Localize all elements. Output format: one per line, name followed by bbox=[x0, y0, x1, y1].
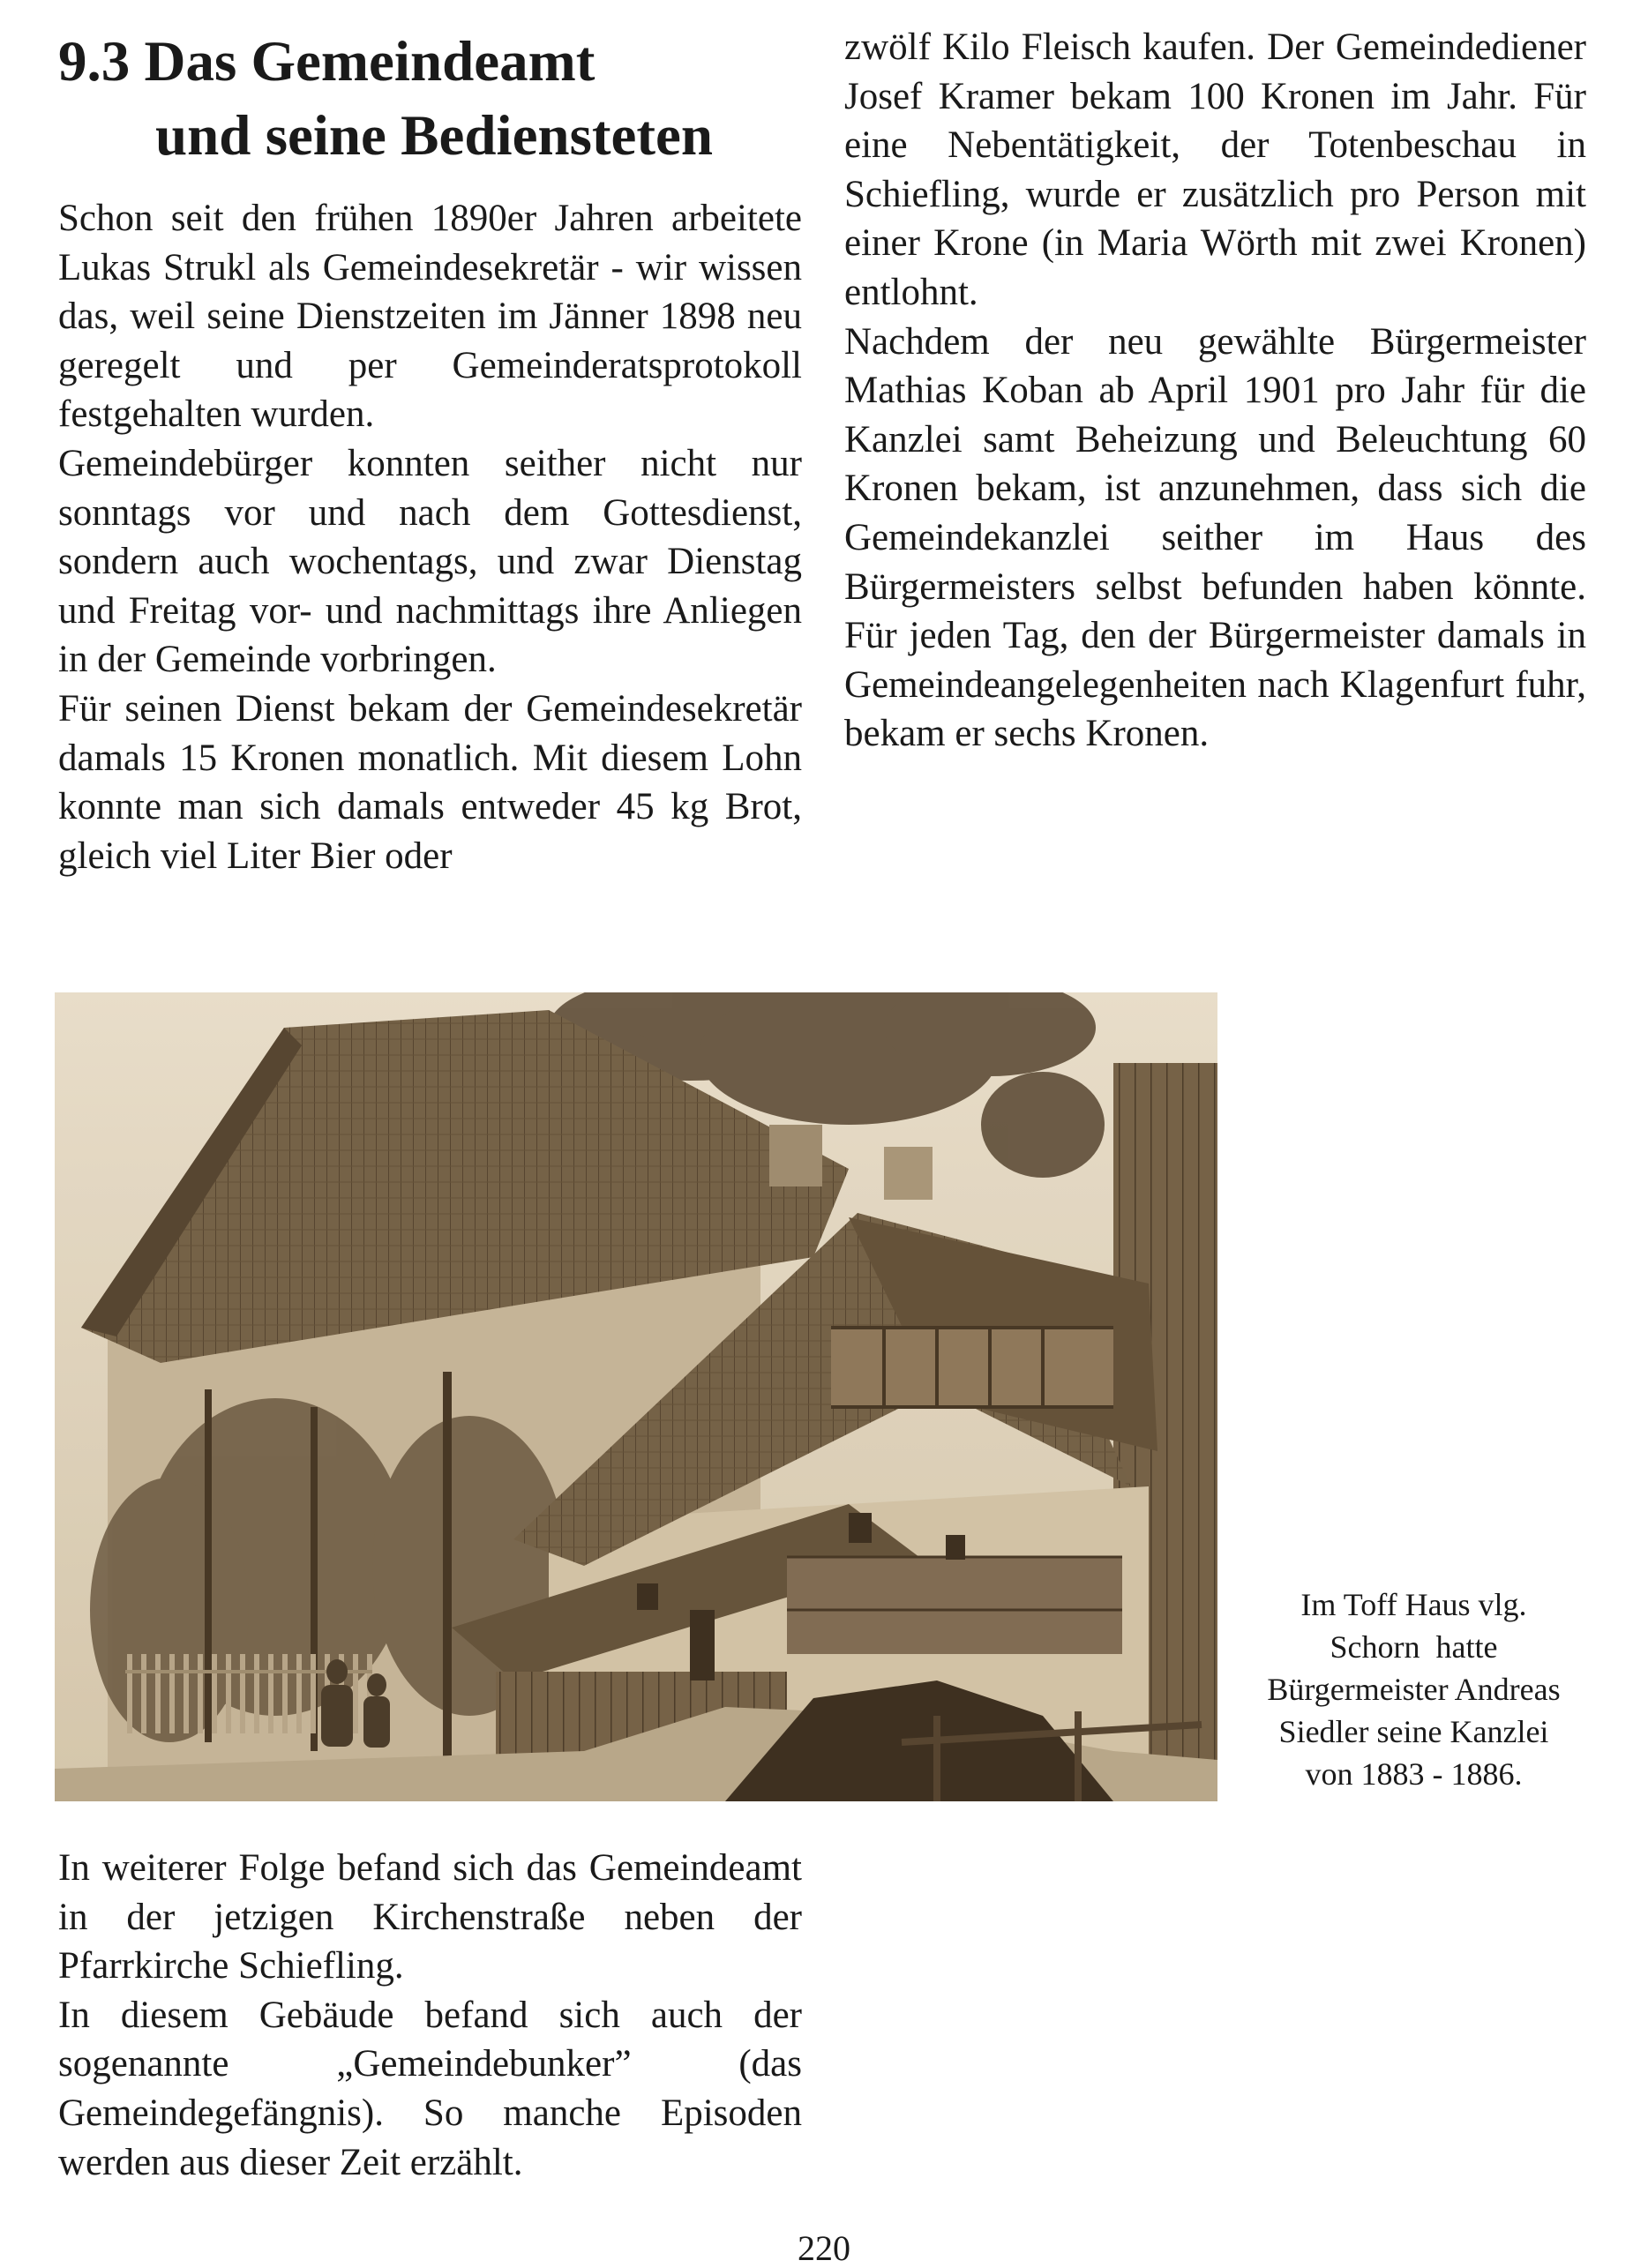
text-column-right bbox=[844, 23, 1586, 759]
page-number: 220 bbox=[798, 2228, 850, 2268]
photo-illustration bbox=[55, 992, 1217, 1801]
caption-line: Im Toff Haus vlg. bbox=[1300, 1587, 1527, 1622]
old-farmhouse-photo bbox=[55, 992, 1217, 1801]
paragraph: Nachdem der neu gewählte Bürgermeister Mathias Koban ab April 1901 pro Jahr für die Kanzlei samt Beheizung und Beleuchtung 60 Kronen bekam, ist anzunehmen, dass sich die Gemeindekanzlei seither im Haus des Bürgermeisters selbst befunden haben könnte. Für jeden Tag, den der Bürgermeister damals in Gemeindeangelegenheiten nach Klagenfurt fuhr, bekam er sechs Kronen. bbox=[844, 320, 1586, 755]
text-column-left-top bbox=[58, 194, 802, 880]
photo-caption bbox=[1235, 1583, 1592, 1795]
paragraph: In weiterer Folge befand sich das Gemeindeamt in der jetzigen Kirchenstraße neben der Pfarrkirche Schiefling. bbox=[58, 1847, 802, 1987]
caption-line: von 1883 - 1886. bbox=[1305, 1756, 1523, 1792]
paragraph: Gemeindebürger konnten seither nicht nur sonntags vor und nach dem Gottesdienst, sondern auch wochentags, und zwar Dienstag und Freitag vor- und nachmittags ihre Anliegen in der Gemeinde vorbringen. bbox=[58, 442, 802, 681]
paragraph: zwölf Kilo Fleisch kaufen. Der Gemeindediener Josef Kramer bekam 100 Kronen im Jahr. Für eine Nebentätigkeit, der Totenbeschau in Schiefling, wurde er zusätzlich pro Person mit einer Krone (in Maria Wörth mit zwei Kronen) entlohnt. bbox=[844, 26, 1586, 313]
caption-line: Bürgermeister Andreas bbox=[1267, 1672, 1561, 1707]
text-column-left-bottom bbox=[58, 1844, 802, 2187]
paragraph: In diesem Gebäude befand sich auch der sogenannte „Gemeindebunker” (das Gemeindegefängnis). So manche Episoden werden aus dieser Zeit erzählt. bbox=[58, 1994, 802, 2183]
heading-line-2: und seine Bediensteten bbox=[155, 104, 714, 168]
heading-line-1: 9.3 Das Gemeindeamt bbox=[58, 30, 596, 94]
paragraph: Für seinen Dienst bekam der Gemeindesekretär damals 15 Kronen monatlich. Mit diesem Lohn konnte man sich damals entweder 45 kg Brot, gleich viel Liter Bier oder bbox=[58, 687, 802, 877]
paragraph: Schon seit den frühen 1890er Jahren arbeitete Lukas Strukl als Gemeindesekretär - wir wissen das, weil seine Dienstzeiten im Jänner 1898 neu geregelt und per Gemeinderatsprotokoll festgehalten wurden. bbox=[58, 198, 802, 436]
caption-line: Siedler seine Kanzlei bbox=[1278, 1714, 1549, 1749]
caption-line: Schorn hatte bbox=[1330, 1629, 1498, 1665]
section-heading bbox=[58, 25, 817, 173]
